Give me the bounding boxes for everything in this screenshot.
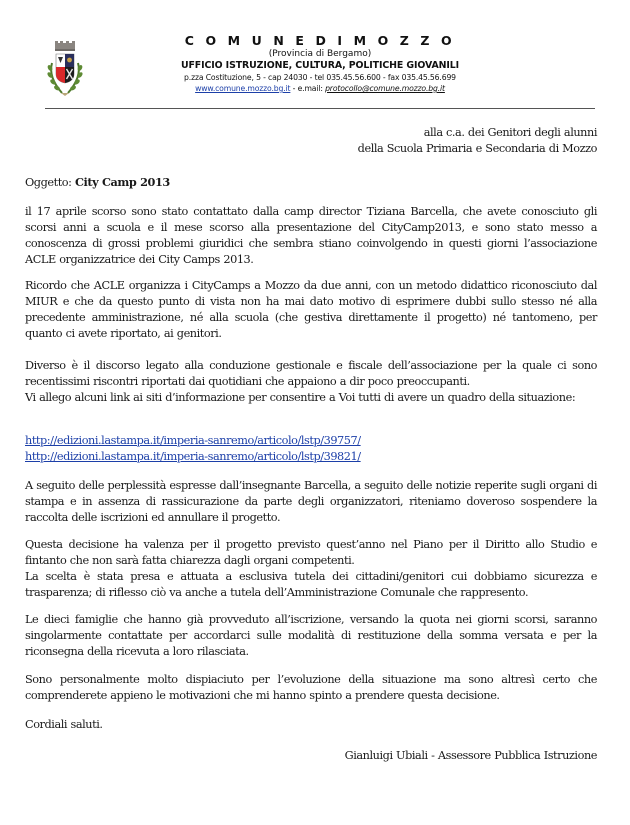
news-links bbox=[25, 433, 597, 465]
recipient-line-2: della Scuola Primaria e Secondaria di Mozzo bbox=[357, 142, 597, 155]
paragraph: La scelta è stata presa e attuata a esclusiva tutela dei cittadini/genitori cui dobbiamo sicurezza e trasparenza; di riflesso ciò va anche a tutela dell’Amministrazione Comunale che rappresento. bbox=[25, 570, 597, 599]
paragraph-refunds bbox=[25, 612, 597, 660]
header-divider bbox=[45, 108, 595, 109]
paragraph: il 17 aprile scorso sono stato contattato dalla camp director Tiziana Barcella, che avete conosciuto gli scorsi anni a scuola e il mese scorso alla presentazione del CityCamp2013, e sono stato messo a conoscenza di grossi problemi giuridici che sembra stiano coinvolgendo in questi giorni l’associazione ACLE organizzatrice dei City Camps 2013. bbox=[25, 205, 597, 266]
signature: Gianluigi Ubiali - Assessore Pubblica Istruzione bbox=[344, 749, 597, 762]
paragraph-fiscal-concerns bbox=[25, 358, 597, 406]
paragraph: Sono personalmente molto dispiaciuto per l’evoluzione della situazione ma sono altresì certo che comprenderete appieno le motivazioni che mi hanno spinto a prendere questa decisione. bbox=[25, 673, 597, 702]
recipient-block bbox=[25, 125, 597, 157]
paragraph-regret bbox=[25, 672, 597, 704]
paragraph-decision bbox=[25, 478, 597, 526]
closing: Cordiali saluti. bbox=[25, 718, 103, 731]
paragraph-acle-history bbox=[25, 278, 597, 342]
paragraph-validity bbox=[25, 537, 597, 601]
paragraph: A seguito delle perplessità espresse dall’insegnante Barcella, a seguito delle notizie reperite sugli organi di stampa e in assenza di rassicurazione da parte degli organizzatori, riteniamo doveroso sospendere la raccolta delle iscrizioni ed annullare il progetto. bbox=[25, 479, 597, 524]
email-label: - e.mail: bbox=[290, 84, 326, 93]
subject-label: Oggetto: bbox=[25, 176, 75, 189]
recipient-line-1: alla c.a. dei Genitori degli alunni bbox=[423, 126, 597, 139]
subject-line bbox=[25, 174, 597, 191]
coat-of-arms-icon bbox=[40, 41, 90, 99]
paragraph-intro bbox=[25, 204, 597, 268]
news-link-1[interactable]: http://edizioni.lastampa.it/imperia-sanremo/articolo/lstp/39757/ bbox=[25, 434, 361, 447]
paragraph: Vi allego alcuni link ai siti d’informazione per consentire a Voi tutti di avere un quadro della situazione: bbox=[25, 391, 576, 404]
paragraph: Ricordo che ACLE organizza i CityCamps a Mozzo da due anni, con un metodo didattico riconosciuto dal MIUR e che da questo punto di vista non ha mai dato motivo di esprimere dubbi sullo stesso né alla precedente amministrazione, né alla scuola (che gestiva direttamente il progetto) né tantomeno, per quanto ci avete riportato, ai genitori. bbox=[25, 279, 597, 340]
subject-value: City Camp 2013 bbox=[74, 175, 170, 189]
contact-line bbox=[150, 84, 490, 93]
paragraph: Diverso è il discorso legato alla conduzione gestionale e fiscale dell’associazione per la quale ci sono recentissimi riscontri riportati dai quotidiani che appaiono a dir poco preoccupanti. bbox=[25, 359, 597, 388]
province: (Provincia di Bergamo) bbox=[268, 49, 372, 59]
municipality-name: C O M U N E D I M O Z Z O bbox=[184, 33, 456, 48]
office-name: UFFICIO ISTRUZIONE, CULTURA, POLITICHE GIOVANILI bbox=[180, 60, 460, 71]
paragraph: Questa decisione ha valenza per il progetto previsto quest’anno nel Piano per il Diritto allo Studio e fintanto che non sarà fatta chiarezza dagli organi competenti. bbox=[25, 538, 597, 567]
website-link[interactable]: www.comune.mozzo.bg.it bbox=[195, 84, 291, 93]
news-link-2[interactable]: http://edizioni.lastampa.it/imperia-sanremo/articolo/lstp/39821/ bbox=[25, 450, 361, 463]
email-address[interactable]: protocollo@comune.mozzo.bg.it bbox=[325, 84, 445, 93]
office-address: p.zza Costituzione, 5 - cap 24030 - tel 035.45.56.600 - fax 035.45.56.699 bbox=[184, 73, 456, 82]
paragraph: Le dieci famiglie che hanno già provveduto all’iscrizione, versando la quota nei giorni scorsi, saranno singolarmente contattate per accordarci sulle modalità di restituzione della somma versata e per la riconsegna della ricevuta a loro rilasciata. bbox=[25, 613, 597, 658]
